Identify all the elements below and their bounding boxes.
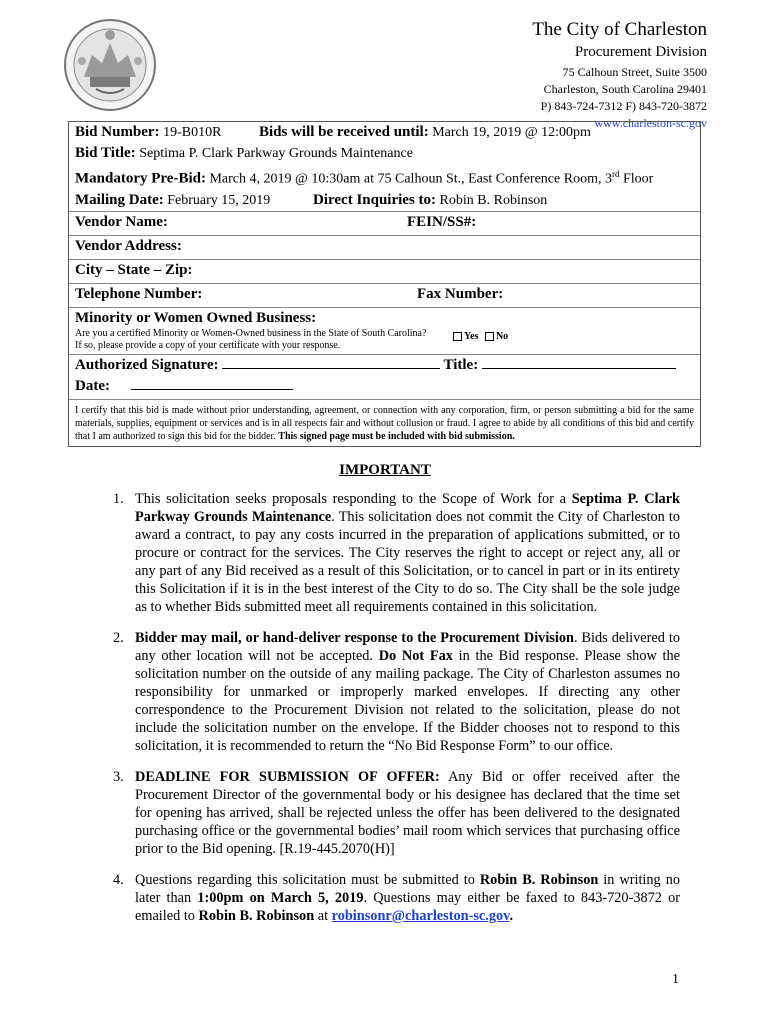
- vendor-name-label: Vendor Name:: [75, 213, 168, 230]
- item-number: 1.: [113, 491, 124, 507]
- date-line[interactable]: [131, 377, 293, 390]
- list-item: [113, 629, 680, 755]
- signature-row: [69, 355, 700, 376]
- minority-label: Minority or Women Owned Business:: [75, 309, 317, 326]
- item2-text-d: in the Bid response. Please show the solicitation number on the outside of any mailing package. The City of Charleston assumes no responsibility for unmarked or improperly marked envelopes. If directing any other correspondence to the Procurement Division not related to the solicitation, please do not include the solicitation number on the envelope. If the Bidder chooses not to respond to this solicitation, it is recommended to return the “No Bid Response Form” to our office.: [135, 648, 680, 754]
- prebid-floor: Floor: [619, 171, 654, 187]
- signature-label: Authorized Signature:: [75, 356, 219, 373]
- title-line[interactable]: [482, 356, 676, 369]
- vendor-name-row[interactable]: [69, 212, 700, 236]
- minority-row: [69, 308, 700, 355]
- bid-number: 19-B010R: [163, 125, 222, 140]
- mailing-label: Mailing Date:: [75, 191, 164, 208]
- bid-title: Septima P. Clark Parkway Grounds Maintenance: [139, 146, 413, 161]
- bid-title-row: [69, 143, 700, 164]
- bid-title-label: Bid Title:: [75, 145, 136, 161]
- list-item: [113, 871, 680, 925]
- list-item: [113, 768, 680, 858]
- item2-bold-c: Do Not Fax: [378, 648, 453, 664]
- item2-text-b: . Bids delivered to any other location will not be accepted.: [135, 630, 681, 664]
- certify-bold: This signed page must be included with bid submission.: [278, 430, 515, 442]
- no-checkbox[interactable]: [485, 332, 494, 341]
- no-label: No: [495, 330, 509, 342]
- important-heading: IMPORTANT: [339, 462, 431, 478]
- yes-label: Yes: [464, 330, 479, 342]
- item4-text-e: . Questions may either be faxed to 843-720-3872 or emailed to: [135, 890, 680, 924]
- item1-bold-title: Septima P. Clark Parkway Grounds Maintenance: [135, 491, 680, 525]
- telephone-label: Telephone Number:: [75, 285, 203, 302]
- item3-bold-a: DEADLINE FOR SUBMISSION OF OFFER:: [135, 769, 440, 785]
- prebid-row: [69, 164, 700, 190]
- bids-received-label: Bids will be received until:: [259, 124, 429, 140]
- mailing-date: February 15, 2019: [167, 192, 271, 208]
- date-label: Date:: [75, 377, 110, 394]
- item4-period: .: [509, 908, 514, 924]
- item1-text-c: . This solicitation does not commit the City of Charleston to award a contract, to pay any costs incurred in the preparation of applications submitted, or to procure or contract for the services. The City reserves the right to accept or reject any, all or any part of any Bid received as a result of this Solicitation, or to cancel in part or in its entirety this Solicitation if it is in the best interest of the City to do so. The City shall be the sole judge as to whether Bids submitted meet all requirements contained in this solicitation.: [135, 509, 681, 615]
- item-number: 2.: [113, 630, 124, 646]
- city-state-zip-label: City – State – Zip:: [75, 261, 193, 278]
- item4-bold-f: Robin B. Robinson: [198, 908, 315, 924]
- item3-text-b: Any Bid or offer received after the Procurement Director of the governmental body or his designee has declared that the time set for opening has arrived, shall be rejected unless the offer has been delivered to the designated purchasing office or the governmental bodies’ mail room which services that purchasing office prior to the Bid opening. [R.19-445.2070(H)]: [135, 769, 680, 857]
- item4-text-c: in writing no later than: [135, 872, 680, 906]
- fax-label: Fax Number:: [417, 285, 504, 302]
- vendor-address-label: Vendor Address:: [75, 237, 182, 254]
- item4-text-g: at: [314, 908, 332, 924]
- item4-bold-b: Robin B. Robinson: [479, 872, 599, 888]
- website-link[interactable]: www.charleston-sc.gov: [594, 116, 707, 130]
- city-seal-image: [62, 17, 158, 113]
- item4-text-a: Questions regarding this solicitation must be submitted to: [135, 872, 480, 888]
- mailing-row: [69, 190, 700, 212]
- title-label: Title:: [443, 356, 479, 373]
- certify-text: I certify that this bid is made without prior understanding, agreement, or connection with any corporation, firm, or person submitting a bid for the same materials, supplies, equipment or services and is in all respects fair and without collusion or fraud. I agree to abide by all conditions of this bid and certify that I am authorized to sign this bid for the bidder.: [75, 404, 694, 442]
- inquiries-label: Direct Inquiries to:: [313, 191, 437, 208]
- bid-number-label: Bid Number:: [75, 124, 160, 140]
- prebid-superscript: rd: [611, 169, 620, 179]
- prebid-info: March 4, 2019 @ 10:30am at 75 Calhoun St., East Conference Room, 3: [209, 171, 612, 187]
- fein-label: FEIN/SS#:: [407, 213, 477, 230]
- item4-bold-d: 1:00pm on March 5, 2019: [197, 890, 364, 906]
- yes-no-options: [453, 331, 508, 343]
- address-line-1: 75 Calhoun Street, Suite 3500: [562, 65, 707, 79]
- certification-statement: [69, 400, 700, 446]
- bid-response-form: [68, 121, 701, 447]
- phone-fax: P) 843-724-7312 F) 843-720-3872: [540, 99, 707, 113]
- city-name: The City of Charleston: [532, 19, 707, 40]
- date-row: [69, 376, 700, 400]
- bid-number-row: [69, 122, 700, 143]
- item-number: 3.: [113, 769, 124, 785]
- prebid-label: Mandatory Pre-Bid:: [75, 170, 206, 187]
- item2-bold-a: Bidder may mail, or hand-deliver response to the Procurement Division: [135, 630, 574, 646]
- yes-checkbox[interactable]: [453, 332, 462, 341]
- division-name: Procurement Division: [574, 44, 707, 60]
- page-number: 1: [672, 972, 679, 987]
- city-state-zip-row[interactable]: [69, 260, 700, 284]
- list-item: [113, 490, 680, 616]
- item1-text-a: This solicitation seeks proposals responding to the Scope of Work for a: [135, 491, 572, 507]
- email-link[interactable]: robinsonr@charleston-sc.gov: [331, 908, 510, 924]
- minority-question: Are you a certified Minority or Women-Owned business in the State of South Carolina?: [75, 327, 427, 339]
- letterhead: [532, 18, 707, 132]
- inquiries-contact: Robin B. Robinson: [439, 192, 548, 208]
- minority-note: If so, please provide a copy of your certificate with your response.: [75, 339, 341, 351]
- telephone-row[interactable]: [69, 284, 700, 308]
- item-number: 4.: [113, 872, 124, 888]
- important-list: [113, 490, 680, 938]
- signature-line[interactable]: [222, 356, 440, 369]
- address-line-2: Charleston, South Carolina 29401: [543, 82, 707, 96]
- bids-received-date: March 19, 2019 @ 12:00pm: [432, 125, 591, 140]
- vendor-address-row[interactable]: [69, 236, 700, 260]
